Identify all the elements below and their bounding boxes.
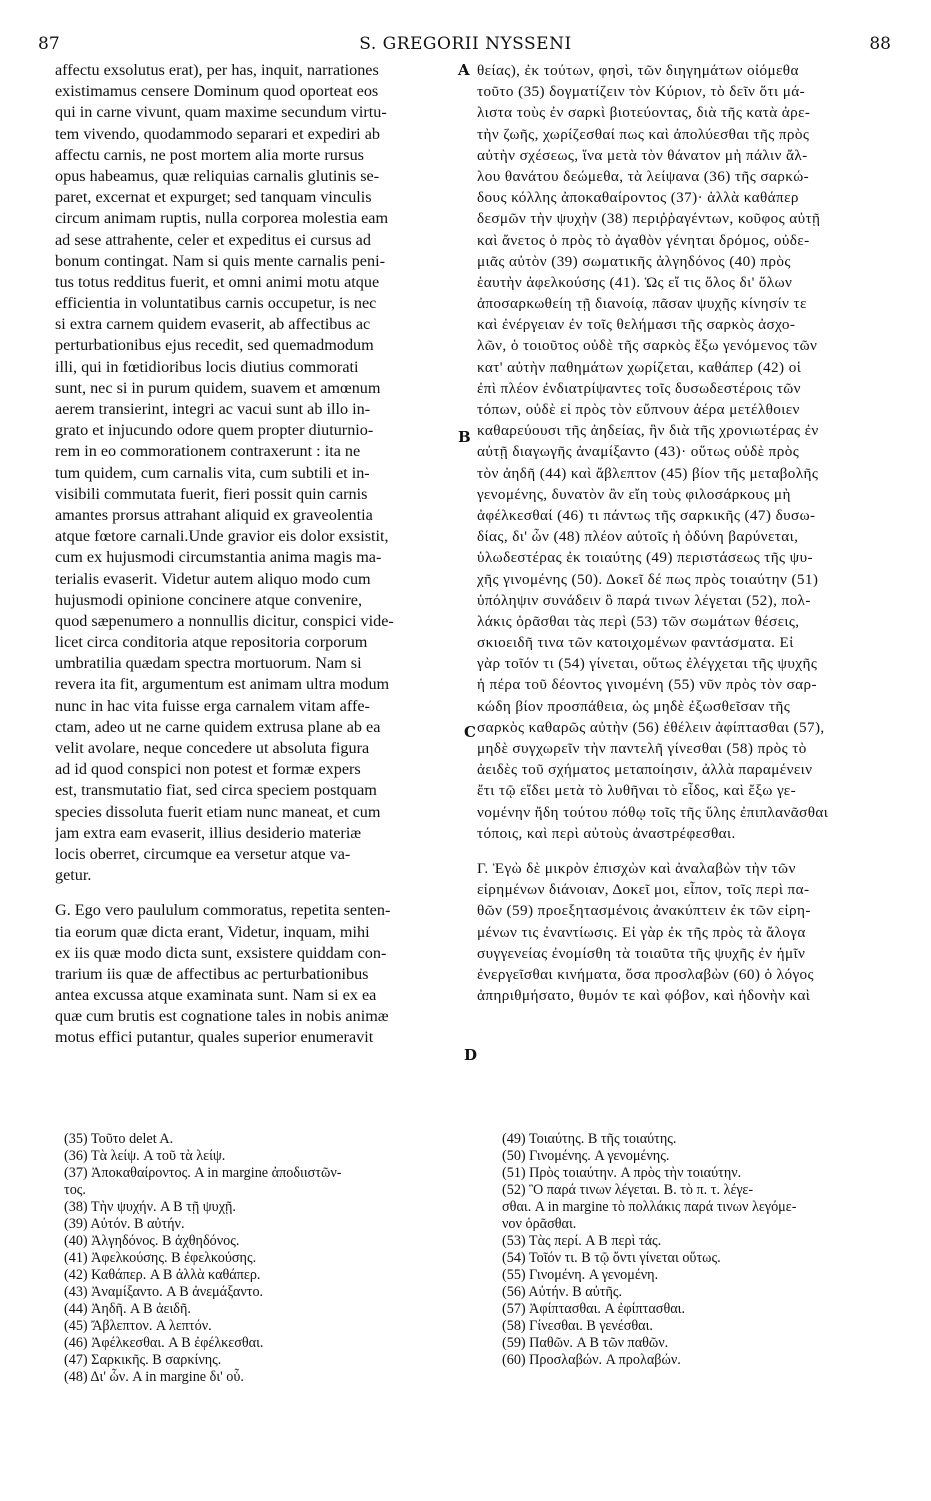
latin-text-line: circum animam ruptis, nulla corporea molestia eam <box>55 209 389 228</box>
latin-text-line: opus habeamus, quæ reliquias carnalis glutinis se- <box>55 166 380 185</box>
footnote-line: (57) Ἀφίπτασθαι. A ἐφίπτασθαι. <box>502 1301 686 1317</box>
greek-text-line: μιᾶς αὐτὸν (39) σωματικῆς ἀλγηδόνος (40) πρὸς <box>477 252 791 270</box>
footnote-line: (36) Τὰ λείψ. A τοῦ τὰ λείψ. <box>64 1148 226 1164</box>
latin-text-line: jam extra eam evaserit, illius desiderio materiæ <box>55 823 362 842</box>
latin-text-line: getur. <box>55 866 92 885</box>
greek-text-line: τόπων, οὐδὲ εἰ πρὸς τὸν εὔπνουν ἀέρα μετέλθοιεν <box>477 401 800 418</box>
footnotes-left <box>64 1131 464 1386</box>
greek-text-line: ἀειδὲς τοῦ σχήματος μεταποίησιν, ἀλλὰ παραμένειν <box>477 761 813 779</box>
footnote-line: (58) Γίνεσθαι. B γενέσθαι. <box>502 1318 653 1334</box>
greek-text-line: ἔτι τῷ εἴδει μετὰ τὸ λυθῆναι τὸ εἶδος, καὶ ἔξω γε- <box>477 782 797 800</box>
latin-text-line: si extra carnem quidem evaserit, ab affectibus ac <box>55 315 371 334</box>
footnote-line: (47) Σαρκικῆς. B σαρκίνης. <box>64 1352 222 1368</box>
greek-text-line: κώδη βίον προσπάθεια, ὡς μηδὲ ἐξωσθεῖσαν τῆς <box>477 697 791 715</box>
greek-text-line: Γ. Ἐγὼ δὲ μικρὸν ἐπισχὼν καὶ ἀναλαβὼν τὴν τῶν <box>477 859 796 877</box>
greek-text-line: ἑαυτὴν ἀφελκούσης (41). Ὡς εἴ τις ὅλος δι' ὅλων <box>477 273 793 291</box>
latin-text-line: tum quidem, cum carnalis vita, cum subtili et in- <box>55 463 370 482</box>
latin-text-line: affectu carnis, ne post mortem alia morte rursus <box>55 145 364 164</box>
footnote-line: τος. <box>64 1182 86 1198</box>
footnote-line: (39) Αὐτόν. B αὐτήν. <box>64 1216 185 1232</box>
footnote-line: (37) Ἀποκαθαίροντος. A in margine ἀποδιιστῶν- <box>64 1165 342 1181</box>
latin-text-line: est, transmutatio fiat, sed circa speciem postquam <box>55 781 377 800</box>
page-number-left: 87 <box>38 34 60 54</box>
latin-text-line: bonum contingat. Nam si quis mente carnalis peni- <box>55 251 385 270</box>
greek-text-line: γενομένης, δυνατὸν ἂν εἴη τοὺς φιλοσάρκους μὴ <box>477 485 791 503</box>
greek-text-line: ἐνεργεῖσθαι κινήματα, ὅσα προσλαβὼν (60) ὁ λόγος <box>477 965 814 983</box>
latin-text-line: nunc in hac vita fuisse erga carnalem vitam affe- <box>55 696 370 715</box>
greek-text-line: δους κόλλης ἀποκαθαίροντος (37)· ἀλλὰ καθάπερ <box>477 189 799 207</box>
latin-text-line: quæ cum brutis est cognatione tales in nobis animæ <box>55 1007 389 1026</box>
greek-text-line: τοῦτο (35) δογματίζειν τὸν Κύριον, τὸ δεῖν ὅτι μά- <box>477 83 806 101</box>
latin-paragraph-g <box>55 900 455 1048</box>
footnote-line: (44) Ἀηδῆ. A B ἀειδῆ. <box>64 1301 191 1317</box>
latin-text-line: illi, qui in fœtidioribus locis diutius commorati <box>55 357 359 376</box>
latin-text-line: tia eorum quæ dicta erant, Videtur, inquam, mihi <box>55 922 370 941</box>
latin-text-line: licet circa conditoria atque repositoria corporum <box>55 633 368 652</box>
greek-text-line: καὶ ἄνετος ὁ πρὸς τὸ ἀγαθὸν γένηται δρόμος, οὐδε- <box>477 231 810 249</box>
footnote-line: (53) Τὰς περί. A B περὶ τάς. <box>502 1233 662 1249</box>
footnote-line: νον ὁρᾶσθαι. <box>502 1216 577 1232</box>
footnote-line: (51) Πρὸς τοιαύτην. A πρὸς τὴν τοιαύτην. <box>502 1165 742 1181</box>
latin-text-line: sunt, nec si in purum quidem, suavem et amœnum <box>55 378 381 397</box>
latin-text-line: antea excussa atque examinata sunt. Nam si ex ea <box>55 986 377 1005</box>
latin-text-line: rem in eo commorationem contraxerunt : ita ne <box>55 442 361 461</box>
section-marker-c: C <box>464 723 476 741</box>
footnote-line: (42) Καθάπερ. A B ἀλλὰ καθάπερ. <box>64 1267 261 1283</box>
latin-text-line: visibili commutata fuerit, fieri possit quin carnis <box>55 484 368 503</box>
footnote-line: (50) Γινομένης. A γενομένης. <box>502 1148 670 1164</box>
latin-text-line: atque fœtore carnali.Unde gravior eis dolor exsistit, <box>55 527 389 546</box>
latin-text-line: hujusmodi opinione concinere atque convenire, <box>55 590 363 609</box>
footnote-line: (56) Αὐτήν. B αὐτῆς. <box>502 1284 623 1300</box>
greek-text-line: νομένην ἤδη τούτου πόθῳ τοῖς τῆς ὕλης ἐπιπλανᾶσθαι <box>477 803 829 821</box>
greek-text-line: καθαρεύουσι τῆς ἀηδείας, ἣν διὰ τῆς χρονιωτέρας ἐν <box>477 422 819 440</box>
latin-text-line: qui in carne vivunt, quam maxime secundum virtu- <box>55 103 387 122</box>
footnote-line: (54) Τοῖόν τι. B τῷ ὄντι γίνεται οὕτως. <box>502 1250 721 1266</box>
footnote-line: σθαι. A in margine τὸ πολλάκις παρά τινων λεγόμε- <box>502 1199 797 1215</box>
latin-text-line: G. Ego vero paululum commoratus, repetita senten- <box>55 901 391 920</box>
greek-text-line: σαρκὸς καθαρῶς αὐτὴν (56) ἐθέλειν ἀφίπτασθαι (57), <box>477 718 825 736</box>
latin-text-line: ad id quod conspici non potest et formæ expers <box>55 760 361 779</box>
latin-text-line: grato et injucundo odore quem propter diuturnio- <box>55 421 374 440</box>
greek-text-line: ἀφέλκεσθαί (46) τι πάντως τῆς σαρκικῆς (47) δυσω- <box>477 506 816 524</box>
greek-text-line: τὴν ζωῆς, χωρίζεσθαί πως καὶ ἀπολύεσθαι τῆς πρὸς <box>477 125 810 143</box>
footnote-line: (41) Ἀφελκούσης. B ἐφελκούσης. <box>64 1250 257 1266</box>
greek-text-line: δίας, δι' ὧν (48) πλέον αὐτοῖς ἡ ὀδύνη βαρύνεται, <box>477 528 799 546</box>
latin-text-line: terialis evaserit. Videtur autem aliquo modo cum <box>55 569 371 588</box>
latin-text-line: tus totus redditus fuerit, et omni animi motu atque <box>55 272 380 291</box>
greek-text-line: ἀπηριθμήσατο, θυμόν τε καὶ φόβον, καὶ ἡδονὴν καὶ <box>477 987 811 1005</box>
latin-text-line: existimamus censere Dominum quod oporteat eos <box>55 82 379 101</box>
latin-text-line: amantes prorsus attrahant aliquid ex graveolentia <box>55 505 373 524</box>
latin-text-line: paret, excernat et expurget; sed tanquam vinculis <box>55 188 372 207</box>
greek-text-line: μηδὲ συγχωρεῖν τὴν παντελῆ γίνεσθαι (58) πρὸς τὸ <box>477 740 807 757</box>
greek-text-line: τόποις, καὶ περὶ αὐτοὺς ἀναστρέφεσθαι. <box>477 824 736 842</box>
running-title: S. GREGORII NYSSENI <box>359 34 572 54</box>
latin-text-line: velit avolare, neque concedere ut absoluta figura <box>55 739 370 757</box>
latin-text-line: tem vivendo, quodammodo separari et expediri ab <box>55 124 380 143</box>
greek-text-line: ἀποσαρκωθείη τῇ διανοίᾳ, πᾶσαν ψυχῆς κίνησίν τε <box>477 295 807 313</box>
footnote-line: (49) Τοιαύτης. B τῆς τοιαύτης. <box>502 1131 677 1147</box>
paragraph-gap <box>477 844 905 858</box>
footnote-line: (59) Παθῶν. A B τῶν παθῶν. <box>502 1335 669 1351</box>
paragraph-gap <box>55 886 455 900</box>
greek-text-line: μένων τις ἐναντίωσις. Εἰ γὰρ ἐκ τῆς πρὸς τὰ ἄλογα <box>477 923 806 941</box>
page-number-right: 88 <box>869 34 891 54</box>
footnote-line: (40) Ἀλγηδόνος. B ἀχθηδόνος. <box>64 1233 240 1249</box>
greek-text-line: λιστα τοὺς ἐν σαρκὶ βιοτεύοντας, διὰ τῆς κατὰ ἀρε- <box>477 104 811 122</box>
greek-text-line: ὑπόληψιν συνάδειν ὃ παρά τινων λέγεται (52), πολ- <box>477 591 811 609</box>
latin-text-line: motus effici putantur, quales superior enumeravit <box>55 1028 374 1047</box>
latin-text-line: perturbationibus ejus recedit, sed quemadmodum <box>55 336 374 355</box>
greek-column <box>477 60 905 1006</box>
footnote-line: (46) Ἀφέλκεσθαι. A B ἐφέλκεσθαι. <box>64 1335 264 1351</box>
greek-text-line: συγγενείας ἐνομίσθη τὰ τοιαῦτα τῆς ψυχῆς ἐν ἡμῖν <box>477 944 806 962</box>
section-marker-d: D <box>464 1046 478 1064</box>
footnote-line: (60) Προσλαβών. A προλαβών. <box>502 1352 681 1368</box>
latin-text-line: locis oberret, circumque ea versetur atque va- <box>55 844 351 863</box>
greek-text-line: λάκις ὁρᾶσθαι τὰς περὶ (53) τῶν σωμάτων θέσεις, <box>477 612 800 630</box>
latin-text-line: species dissoluta fuerit etiam nunc maneat, et cum <box>55 802 381 821</box>
latin-text-line: ad sese attrahente, celer et expeditus ei cursus ad <box>55 230 371 249</box>
greek-text-line: αὐτῇ διαγωγῆς ἀναμίξαντο (43)· οὕτως οὐδὲ πρὸς <box>477 443 800 461</box>
greek-main-text <box>477 60 905 844</box>
latin-text-line: trarium iis quæ de affectibus ac perturbationibus <box>55 964 369 983</box>
greek-text-line: κατ' αὐτὴν παθημάτων χωρίζεται, καθάπερ (42) οἱ <box>477 358 802 376</box>
section-marker-a: A <box>458 61 470 79</box>
greek-text-line: ἡ πέρα τοῦ δέοντος γινομένη (55) νῦν πρὸς τὸν σαρ- <box>477 676 817 694</box>
latin-text-line: ctam, adeo ut ne carne quidem extrusa plane ab ea <box>55 717 381 736</box>
latin-text-line: revera ita fit, argumentum est animam ultra modum <box>55 675 390 694</box>
latin-main-text <box>55 60 455 886</box>
greek-text-line: λου θανάτου δεώμεθα, τὰ λείψανα (36) τῆς σαρκώ- <box>477 167 810 185</box>
greek-text-line: ὑλωδεστέρας ἐκ τοιαύτης (49) περιστάσεως τῆς ψυ- <box>477 549 813 567</box>
latin-text-line: umbratilia quædam spectra mortuorum. Nam si <box>55 654 362 673</box>
latin-text-line: quod sæpenumero a nonnullis dicitur, conspici vide- <box>55 611 394 630</box>
greek-paragraph-g <box>477 858 905 1006</box>
footnote-line: (52) Ὃ παρά τινων λέγεται. B. τὸ π. τ. λέγε- <box>502 1182 754 1198</box>
footnote-line: (45) Ἄβλεπτον. A λεπτόν. <box>64 1318 212 1334</box>
greek-text-line: θῶν (59) προεξητασμένοις ἀνακύπτειν ἐκ τῶν εἰρη- <box>477 902 811 920</box>
greek-text-line: λῶν, ὁ τοιοῦτος οὐδὲ τῆς σαρκὸς ἔξω γενόμενος τῶν <box>477 337 818 355</box>
greek-text-line: θείας), ἐκ τούτων, φησὶ, τῶν διηγημάτων οἰόμεθα <box>477 62 799 79</box>
latin-text-line: ex iis quæ modo dicta sunt, exsistere quiddam con- <box>55 943 387 962</box>
latin-text-line: cum ex hujusmodi circumstantia anima magis ma- <box>55 548 382 567</box>
greek-text-line: ἐπὶ πλέον ἐνδιατρίψαντες τοῖς δυσωδεστέροις τῶν <box>477 379 801 397</box>
footnote-line: (38) Τὴν ψυχήν. A B τῇ ψυχῇ. <box>64 1199 236 1215</box>
greek-text-line: καὶ ἐνέργειαν ἐν τοῖς θελήμασι τῆς σαρκὸς ἀσχο- <box>477 316 796 334</box>
greek-text-line: εἰρημένων διάνοιαν, Δοκεῖ μοι, εἶπον, τοῖς περὶ πα- <box>477 881 810 899</box>
greek-text-line: δεσμῶν τὴν ψυχὴν (38) περιῤῥαγέντων, κοῦφος αὐτῇ <box>477 210 821 228</box>
footnote-line: (55) Γινομένη. A γενομένη. <box>502 1267 659 1283</box>
greek-text-line: χῆς γινομένης (50). Δοκεῖ δέ πως πρὸς τοιαύτην (51) <box>477 570 819 588</box>
section-marker-b: B <box>458 428 471 446</box>
footnote-line: (35) Τοῦτο delet A. <box>64 1131 174 1147</box>
latin-text-line: efficientia in voluntatibus carnis occupetur, is nec <box>55 294 377 313</box>
latin-text-line: aerem transierint, integri ac vacui sunt ab illo in- <box>55 400 371 418</box>
footnote-line: (43) Ἀναμίξαντο. A B ἀνεμάξαντο. <box>64 1284 264 1300</box>
footnote-line: (48) Δι' ὧν. A in margine δι' οὗ. <box>64 1369 244 1385</box>
latin-text-line: affectu exsolutus erat), per has, inquit, narrationes <box>55 61 379 79</box>
greek-text-line: αὐτὴν σχέσεως, ἵνα μετὰ τὸν θάνατον μὴ πάλιν ἄλ- <box>477 146 808 164</box>
greek-text-line: σκιοειδῆ τινα τῶν κατοιχομένων φαντάσματα. Εἰ <box>477 634 794 652</box>
latin-column <box>55 60 455 1049</box>
greek-text-line: γὰρ τοῖόν τι (54) γίνεται, οὕτως ἐλέγχεται τῆς ψυχῆς <box>477 655 818 673</box>
footnotes-right <box>502 1131 912 1369</box>
greek-text-line: τὸν ἀηδῆ (44) καὶ ἄβλεπτον (45) βίον τῆς μεταβολῆς <box>477 464 819 482</box>
